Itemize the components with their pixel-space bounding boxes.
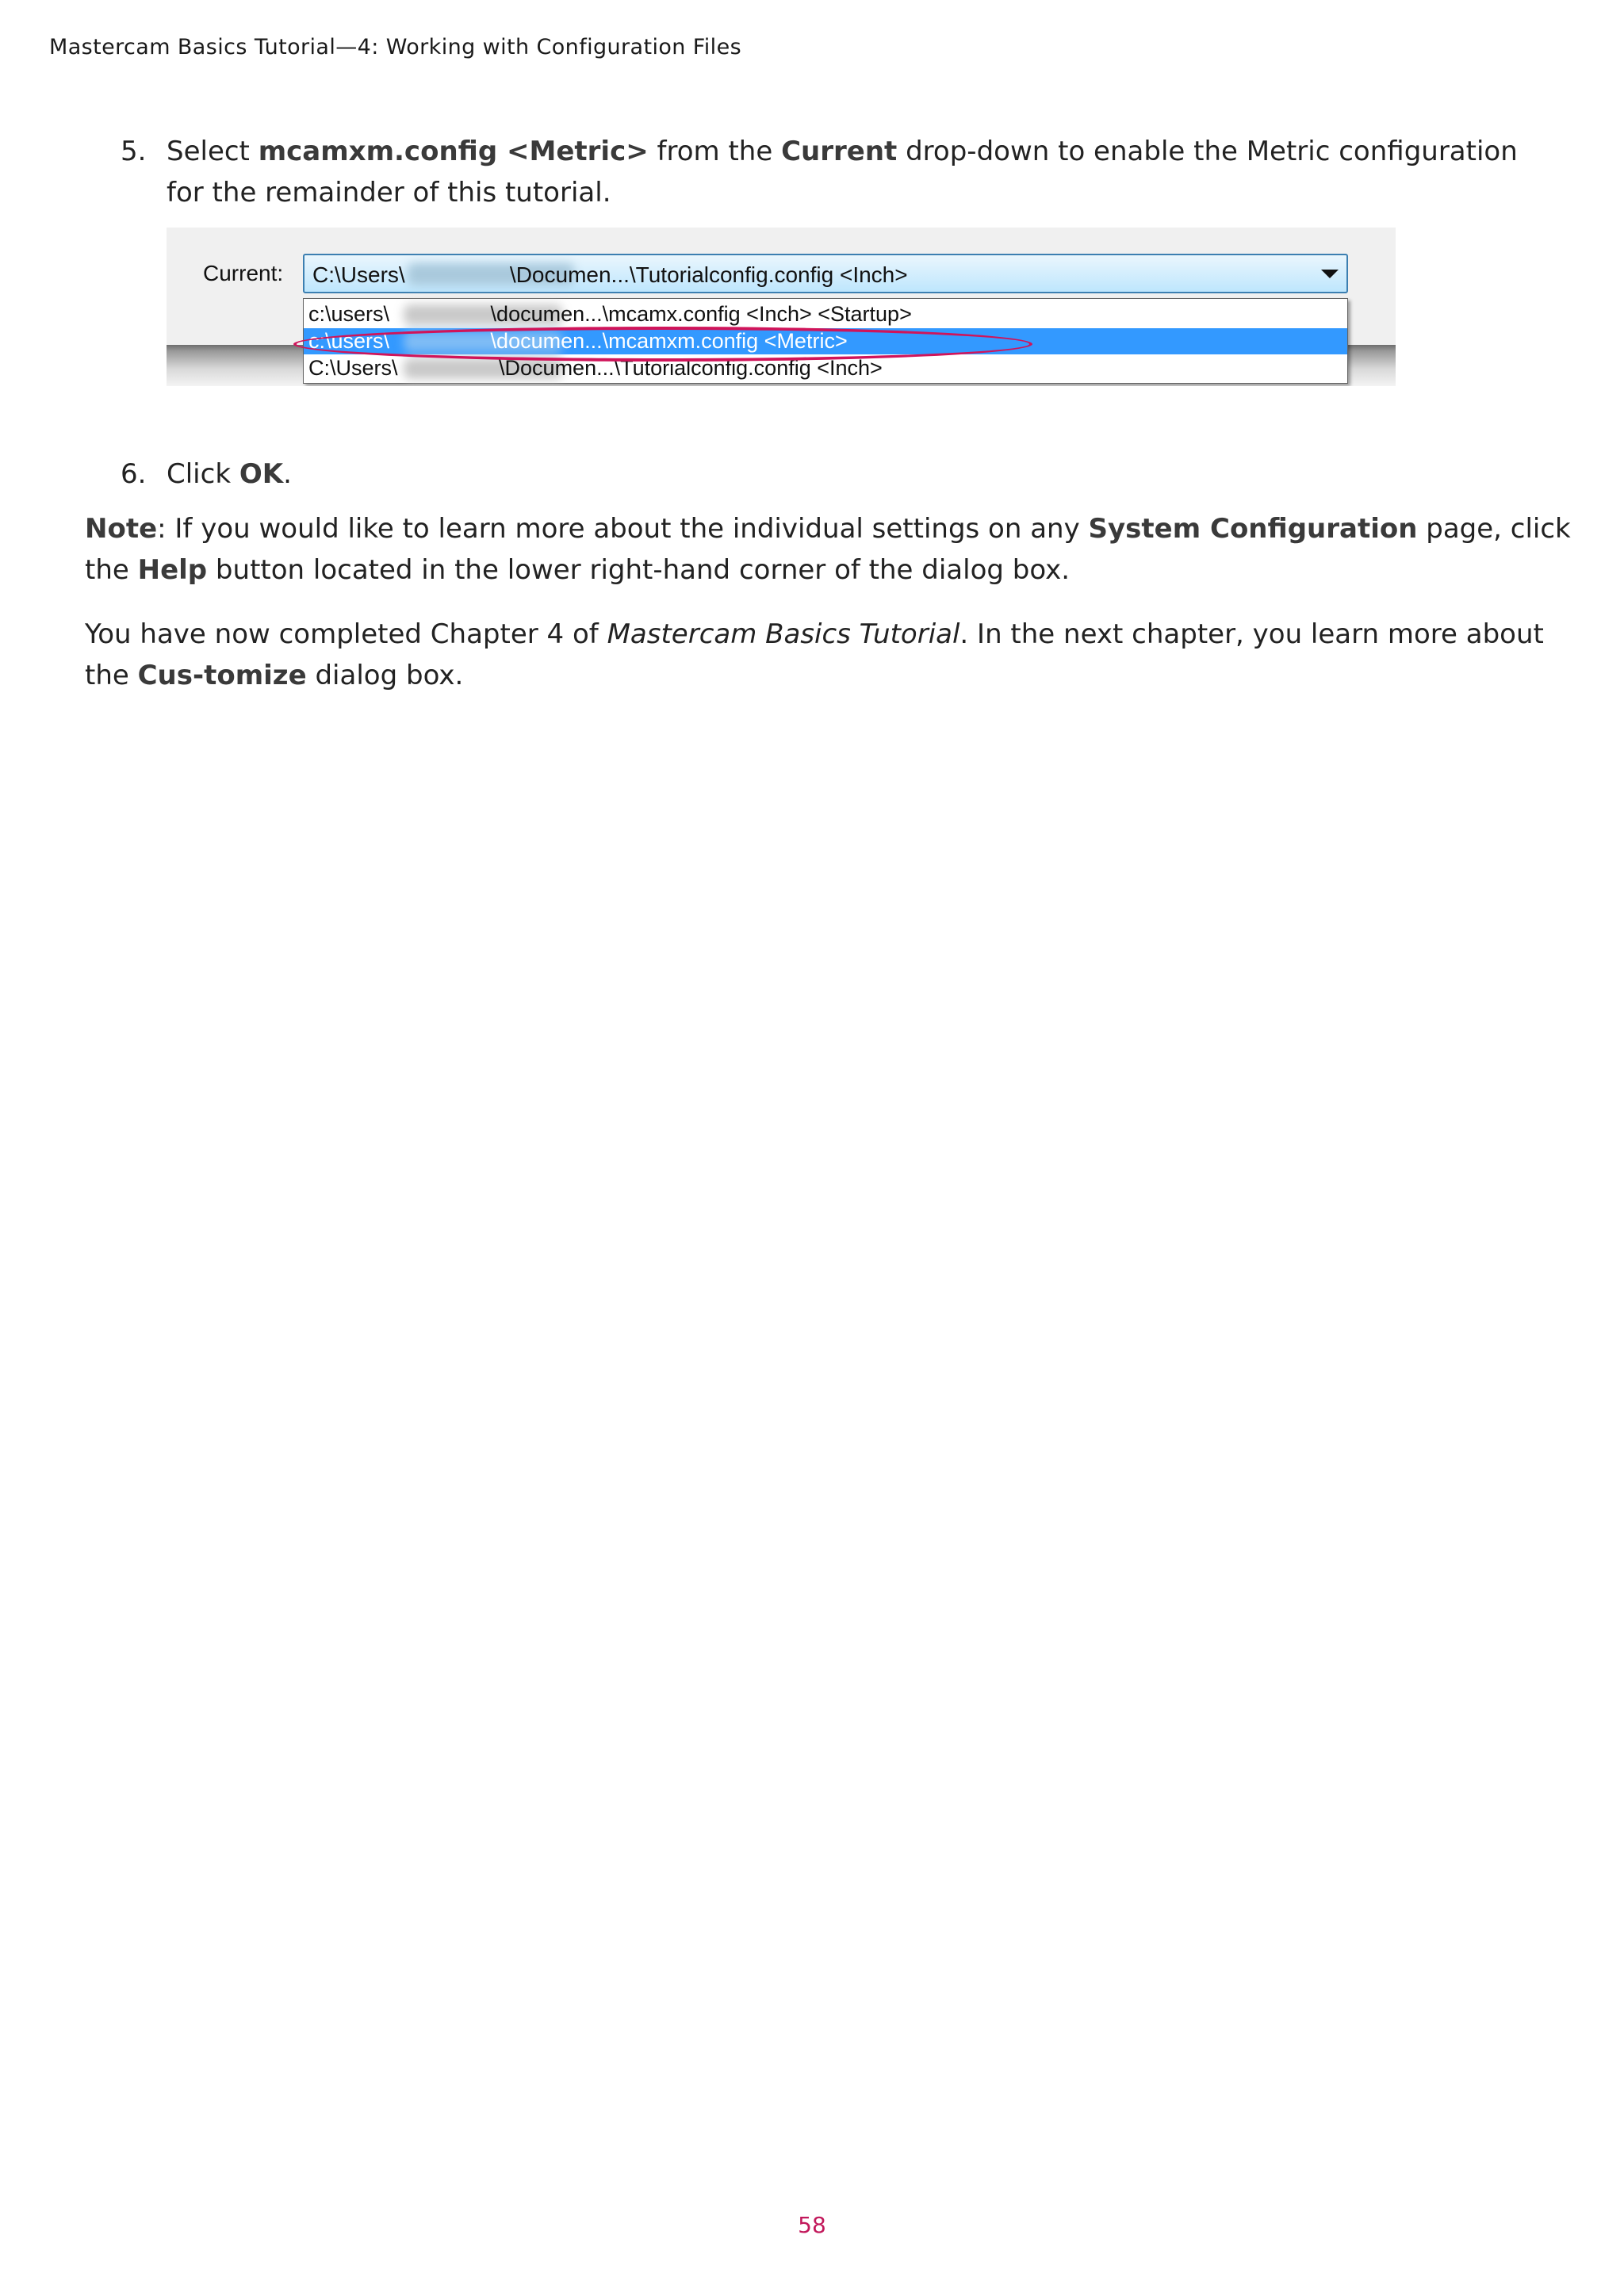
page-number: 58 — [798, 2212, 826, 2238]
highlight-ellipse — [293, 327, 1032, 362]
ok-term: OK — [239, 458, 284, 490]
option-label: C:\Users\ \Documen...\Tutorialconfig.config <Inch> — [308, 356, 883, 380]
completion-paragraph — [85, 614, 1576, 696]
step-text-part: . — [283, 458, 292, 490]
step-text-part: drop-down to enable the Metric configuration for the remainder of this tutorial. — [167, 136, 1518, 209]
config-dropdown-screenshot — [167, 228, 1396, 386]
combobox-value: C:\Users\ \Documen...\Tutorialconfig.config <Inch> — [312, 262, 908, 287]
completion-text: . In the next chapter, you learn more about the — [85, 618, 1544, 691]
system-configuration-term: System Configuration — [1088, 513, 1418, 545]
step-number: 6. — [121, 458, 147, 490]
option-label: c:\users\ \documen...\mcamx.config <Inch> <Startup> — [308, 302, 912, 326]
step-text — [167, 131, 1562, 213]
config-name: mcamxm.config <Metric> — [258, 136, 649, 167]
step-text-part: Select — [167, 136, 259, 167]
dropdown-option[interactable] — [304, 301, 1347, 327]
note-paragraph — [85, 508, 1576, 591]
option-label: c:\users\ \documen...\mcamxm.config <Metric> — [308, 329, 848, 353]
help-term: Help — [137, 554, 208, 586]
note-text: page, click the — [85, 513, 1571, 586]
step-number: 5. — [121, 136, 147, 167]
running-header: Mastercam Basics Tutorial—4: Working with Configuration Files — [49, 35, 742, 59]
completion-text: You have now completed Chapter 4 of — [85, 618, 607, 650]
chevron-down-icon[interactable] — [1321, 270, 1339, 278]
current-label: Current: — [203, 261, 284, 285]
current-config-combobox[interactable] — [303, 254, 1348, 293]
tutorial-title: Mastercam Basics Tutorial — [607, 618, 960, 650]
step-text — [167, 453, 1562, 495]
current-term: Current — [781, 136, 898, 167]
note-label: Note — [85, 513, 158, 545]
step-text-part: from the — [648, 136, 782, 167]
customize-term: Cus-tomize — [137, 660, 307, 691]
completion-text: dialog box. — [306, 660, 464, 691]
step-text-part: Click — [167, 458, 239, 490]
note-text: button located in the lower right-hand corner of the dialog box. — [207, 554, 1071, 586]
note-text: : If you would like to learn more about the individual settings on any — [157, 513, 1089, 545]
